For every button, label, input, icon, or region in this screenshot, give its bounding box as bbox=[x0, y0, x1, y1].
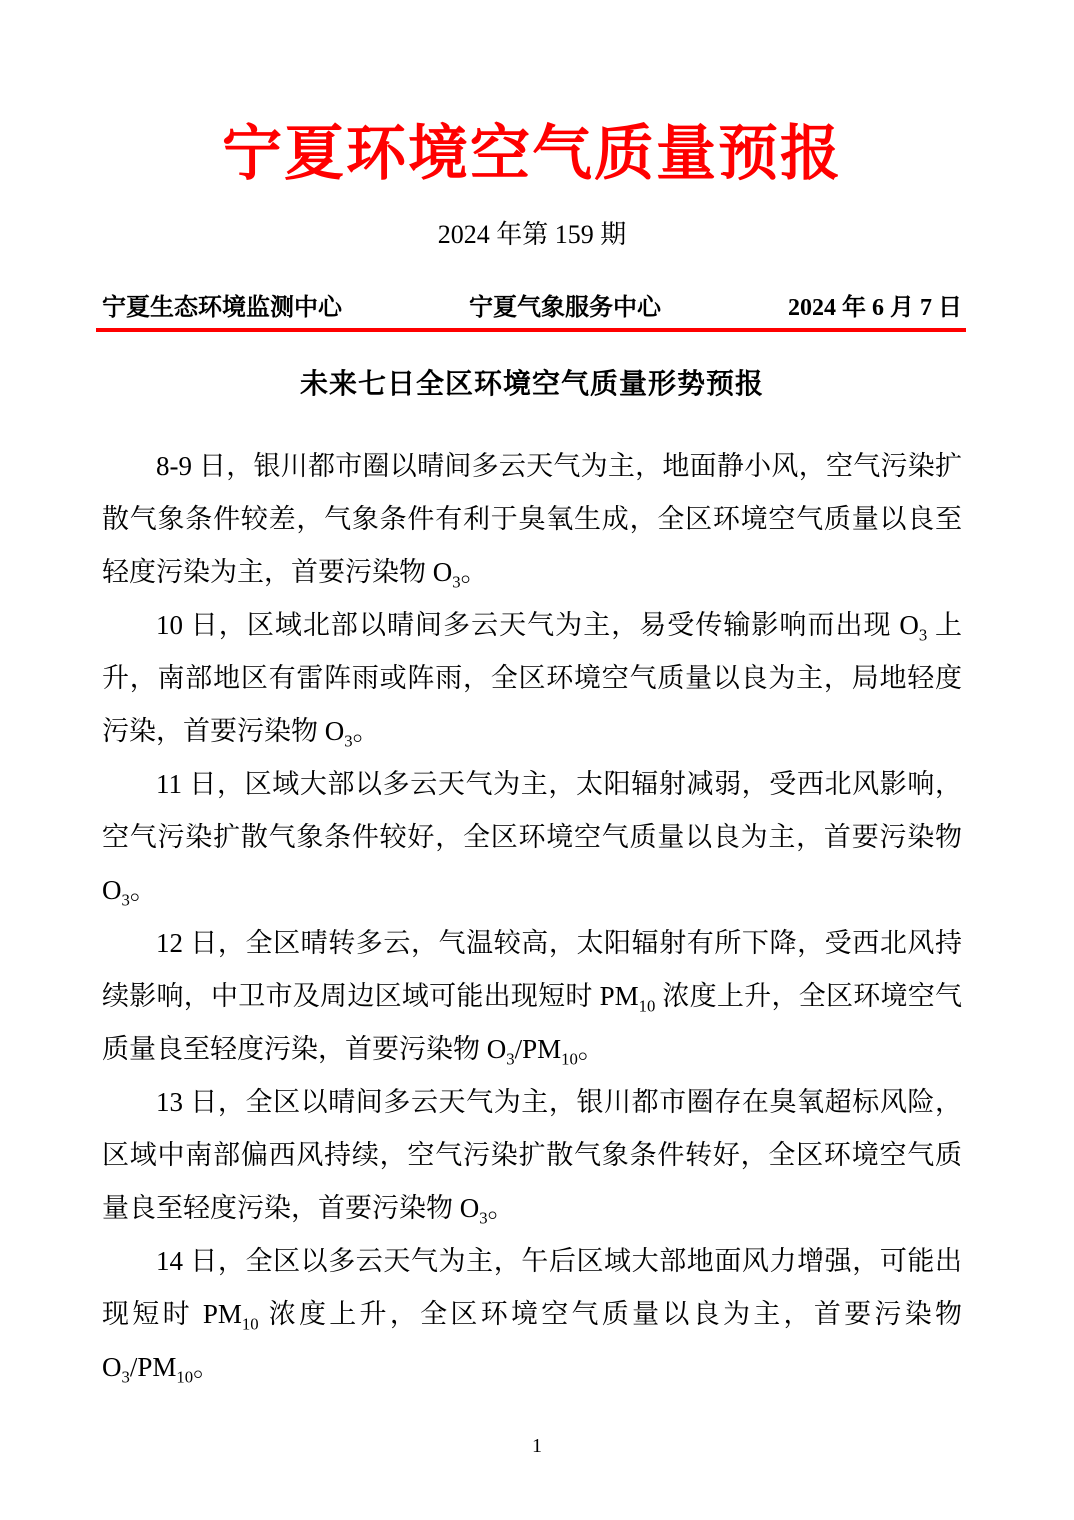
forecast-paragraph: 14 日，全区以多云天气为主，午后区域大部地面风力增强，可能出现短时 $PM_{10}$ 浓度上升，全区环境空气质量以良为主，首要污染物 $O_3/PM_{10}$。 bbox=[102, 1246, 962, 1387]
forecast-paragraph: 12 日，全区晴转多云，气温较高，太阳辐射有所下降，受西北风持续影响，中卫市及周边区域可能出现短时 $PM_{10}$ 浓度上升，全区环境空气质量良至轻度污染，首要污染物 $O_3/PM_{10}$。 bbox=[102, 928, 962, 1069]
org-name-weather-service-center: 宁夏气象服务中心 bbox=[469, 295, 661, 321]
forecast-body bbox=[102, 440, 962, 1394]
forecast-paragraph: 8-9 日，银川都市圈以晴间多云天气为主，地面静小风，空气污染扩散气象条件较差，气象条件有利于臭氧生成，全区环境空气质量以良至轻度污染为主，首要污染物 $O_3$。 bbox=[102, 451, 962, 592]
masthead-row bbox=[102, 287, 962, 322]
forecast-paragraph: 13 日，全区以晴间多云天气为主，银川都市圈存在臭氧超标风险，区域中南部偏西风持续，空气污染扩散气象条件转好，全区环境空气质量良至轻度污染，首要污染物 $O_3$。 bbox=[102, 1087, 962, 1228]
issue-date: 2024 年 6 月 7 日 bbox=[788, 295, 962, 321]
issue-number: 2024 年第 159 期 bbox=[437, 220, 627, 249]
section-title: 未来七日全区环境空气质量形势预报 bbox=[299, 369, 764, 400]
red-divider-rule bbox=[96, 328, 966, 332]
page-number: 1 bbox=[532, 1435, 542, 1457]
org-name-monitoring-center: 宁夏生态环境监测中心 bbox=[102, 295, 342, 321]
document-title: 宁夏环境空气质量预报 bbox=[222, 121, 842, 187]
forecast-paragraph: 10 日，区域北部以晴间多云天气为主，易受传输影响而出现 $O_3$ 上升，南部地区有雷阵雨或阵雨，全区环境空气质量以良为主，局地轻度污染，首要污染物 $O_3$。 bbox=[102, 610, 962, 751]
forecast-paragraph: 11 日，区域大部以多云天气为主，太阳辐射减弱，受西北风影响，空气污染扩散气象条件较好，全区环境空气质量以良为主，首要污染物 $O_3$。 bbox=[102, 769, 962, 910]
